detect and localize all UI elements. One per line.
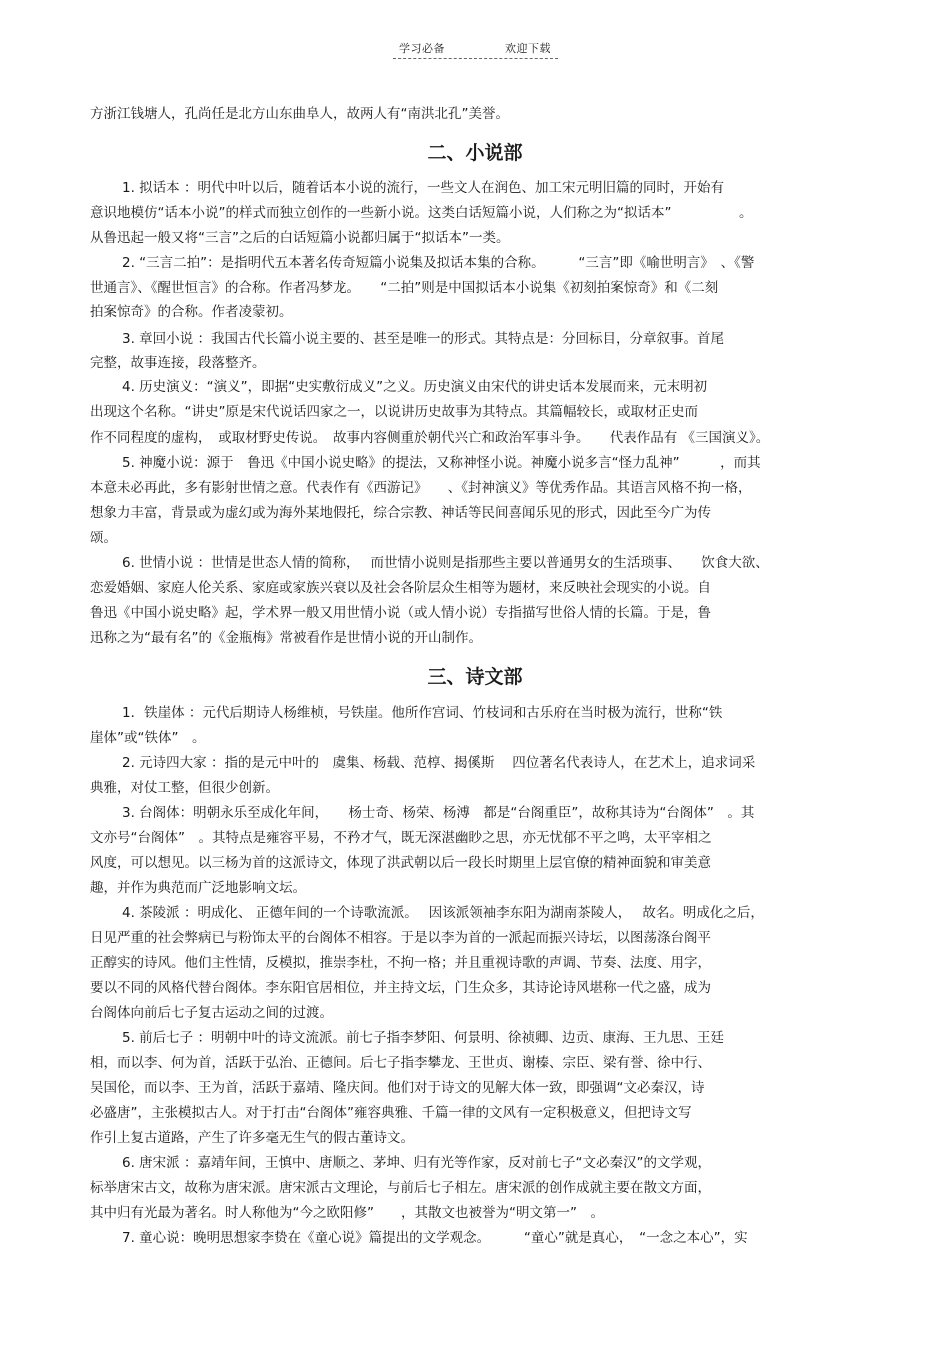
- poetry-line: 台阁体向前后七子复古运动之间的过渡。: [90, 1005, 333, 1021]
- poetry-line: 其中归有光最为著名。时人称他为“今之欧阳修” ，其散文也被誉为“明文第一” 。: [90, 1205, 604, 1221]
- novels-line: 完整，故事连接，段落整齐。: [90, 355, 266, 371]
- poetry-line: 正醇实的诗风。他们主性情，反模拟，推崇李杜，不拘一格；并且重视诗歌的声调、节奏、法度、用字，: [90, 955, 711, 971]
- poetry-line: 1．铁崖体 ：元代后期诗人杨维桢，号铁崖。他所作宫词、竹枝词和古乐府在当时极为流行，世称“铁: [122, 705, 723, 721]
- poetry-line: 2. 元诗四大家 ：指的是元中叶的 虞集、杨载、范椁、揭傒斯 四位著名代表诗人，在艺术上，追求词采: [122, 755, 756, 771]
- section-heading-novels: 二、小说部: [427, 142, 523, 164]
- novels-line: 鲁迅《中国小说史略》起，学术界一般又用世情小说（或人情小说）专指描写世俗人情的长篇。于是，鲁: [90, 605, 711, 621]
- poetry-line: 7. 童心说：晚明思想家李贽在《童心说》篇提出的文学观念。 “童心”就是真心， “一念之本心”，实: [122, 1230, 748, 1246]
- header-divider: [393, 58, 558, 59]
- novels-line: 4. 历史演义：“演义”，即据“史实敷衍成义”之义。历史演义由宋代的讲史话本发展而来，元末明初: [122, 379, 708, 395]
- novels-line: 3. 章回小说 ：我国古代长篇小说主要的、甚至是唯一的形式。其特点是：分回标目，分章叙事。首尾: [122, 331, 724, 347]
- novels-line: 2. “三言二拍”：是指明代五本著名传奇短篇小说集及拟话本集的合称。 “三言”即《喻世明言》 、《警: [122, 255, 755, 271]
- section-heading-poetry: 三、诗文部: [427, 666, 523, 688]
- poetry-line: 吴国伦，而以李、王为首，活跃于嘉靖、隆庆间。他们对于诗文的见解大体一致，即强调“文必秦汉，诗: [90, 1080, 705, 1096]
- novels-line: 5. 神魔小说：源于 鲁迅《中国小说史略》的提法，又称神怪小说。神魔小说多言“怪力乱神” ，而其: [122, 455, 761, 471]
- poetry-line: 4. 茶陵派 ：明成化、 正德年间的一个诗歌流派。 因该派领袖李东阳为湖南茶陵人， 故名。明成化之后，: [122, 905, 764, 921]
- poetry-line: 3. 台阁体：明朝永乐至成化年间， 杨士奇、杨荣、杨溥 都是“台阁重臣”，故称其诗为“台阁体” 。其: [122, 805, 755, 821]
- novels-line: 意识地模仿“话本小说”的样式而独立创作的一些新小说。这类白话短篇小说，人们称之为“拟话本” 。: [90, 205, 753, 221]
- poetry-line: 必盛唐”，主张模拟古人。对于打击“台阁体”雍容典雅、千篇一律的文风有一定积极意义，但把诗文写: [90, 1105, 692, 1121]
- poetry-line: 风度，可以想见。以三杨为首的这派诗文，体现了洪武朝以后一段长时期里上层官僚的精神面貌和审美意: [90, 855, 711, 871]
- header-right-text: 欢迎下载: [505, 42, 551, 55]
- poetry-line: 文亦号“台阁体” 。其特点是雍容平易，不矜才气，既无深湛幽眇之思，亦无忧郁不平之鸣，太平宰相之: [90, 830, 712, 846]
- novels-line: 从鲁迅起一般又将“三言”之后的白话短篇小说都归属于“拟话本”一类。: [90, 230, 510, 246]
- header-left-text: 学习必备: [399, 42, 445, 55]
- poetry-line: 日见严重的社会弊病已与粉饰太平的台阁体不相容。于是以李为首的一派起而振兴诗坛，以图荡涤台阁平: [90, 930, 711, 946]
- novels-line: 本意未必再此，多有影射世情之意。代表作有《西游记》 、《封神演义》等优秀作品。其语言风格不拘一格，: [90, 480, 752, 496]
- novels-line: 出现这个名称。“讲史”原是宋代说话四家之一，以说讲历史故事为其特点。其篇幅较长，或取材正史而: [90, 404, 698, 420]
- novels-line: 想象力丰富，背景或为虚幻或为海外某地假托，综合宗教、神话等民间喜闻乐见的形式，因此至今广为传: [90, 505, 711, 521]
- novels-line: 恋爱婚姻、家庭人伦关系、家庭或家族兴衰以及社会各阶层众生相等为题材，来反映社会现实的小说。自: [90, 580, 711, 596]
- poetry-line: 相，而以李、何为首，活跃于弘治、正德间。后七子指李攀龙、王世贞、谢榛、宗臣、梁有誉、徐中行、: [90, 1055, 711, 1071]
- poetry-line: 标举唐宋古文，故称为唐宋派。唐宋派古文理论，与前后七子相左。唐宋派的创作成就主要在散文方面，: [90, 1180, 711, 1196]
- page-header: [0, 40, 950, 56]
- novels-line: 作不同程度的虚构， 或取材野史传说。 故事内容侧重於朝代兴亡和政治军事斗争。 代表作品有 《三国演义》。: [90, 430, 770, 446]
- novels-line: 1. 拟话本 ：明代中叶以后，随着话本小说的流行，一些文人在润色、加工宋元明旧篇的同时，开始有: [122, 180, 724, 196]
- novels-line: 世通言》、《醒世恒言》的合称。作者冯梦龙。 “二拍”则是中国拟话本小说集《初刻拍案惊奇》和《二刻: [90, 280, 719, 296]
- novels-line: 颂。: [90, 530, 117, 546]
- poetry-line: 5. 前后七子 ：明朝中叶的诗文流派。前七子指李梦阳、何景明、徐祯卿、边贡、康海、王九思、王廷: [122, 1030, 724, 1046]
- poetry-line: 崖体”或“铁体” 。: [90, 730, 206, 746]
- poetry-line: 要以不同的风格代替台阁体。李东阳官居相位，并主持文坛，门生众多，其诗论诗风堪称一代之盛，成为: [90, 980, 711, 996]
- poetry-line: 6. 唐宋派 ：嘉靖年间，王慎中、唐顺之、茅坤、归有光等作家，反对前七子“文必秦汉”的文学观，: [122, 1155, 711, 1171]
- novels-line: 迅称之为“最有名”的《金瓶梅》常被看作是世情小说的开山制作。: [90, 630, 482, 646]
- poetry-line: 作引上复古道路，产生了许多毫无生气的假古董诗文。: [90, 1130, 414, 1146]
- poetry-line: 典雅，对仗工整，但很少创新。: [90, 780, 279, 796]
- novels-line: 6. 世情小说 ：世情是世态人情的简称， 而世情小说则是指那些主要以普通男女的生活琐事、 饮食大欲、: [122, 555, 769, 571]
- poetry-line: 趣，并作为典范而广泛地影响文坛。: [90, 880, 306, 896]
- novels-line: 拍案惊奇》的合称。作者凌蒙初。: [90, 304, 293, 320]
- intro-line: 方浙江钱塘人，孔尚任是北方山东曲阜人，故两人有“南洪北孔”美誉。: [90, 106, 509, 122]
